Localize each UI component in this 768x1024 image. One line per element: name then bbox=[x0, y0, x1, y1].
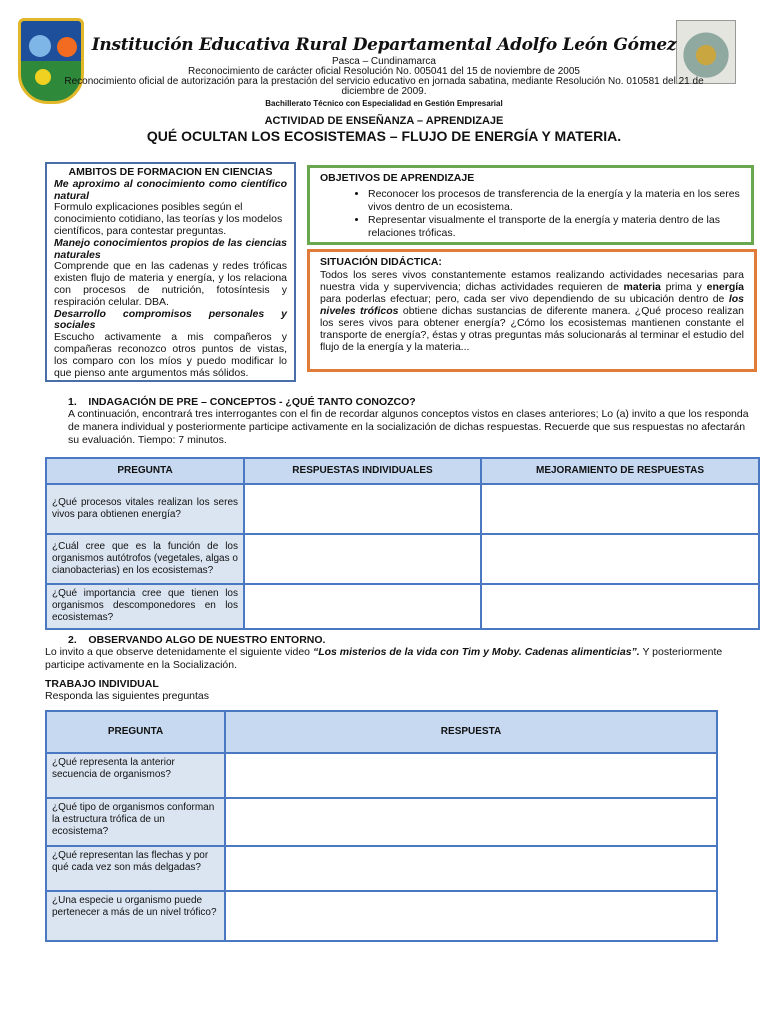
objective-item: • Representar visualmente el transporte de la energía y materia dentro de las relaciones tróficas. bbox=[368, 214, 741, 240]
column-header: PREGUNTA bbox=[46, 458, 244, 484]
section1-text: A continuación, encontrará tres interrogantes con el fin de recordar algunos conceptos vistos en clases anteriores; Lo (a) invito a que los responda de manera individual y posteriormente participe activamente en la socialización de dichas respuestas. Recuerde que sus respuestas no afectarán su evaluación. Tiempo: 7 minutos. bbox=[68, 408, 749, 446]
answer-cell[interactable] bbox=[225, 753, 717, 798]
section1-heading: 1. INDAGACIÓN DE PRE – CONCEPTOS - ¿QUÉ TANTO CONOZCO? bbox=[68, 396, 416, 408]
ambitos-box bbox=[45, 162, 296, 382]
table-row: ¿Una especie u organismo puede pertenecer a más de un nivel trófico? bbox=[46, 891, 717, 941]
ambito-title: Me aproximo al conocimiento como científico natural bbox=[54, 177, 287, 202]
improvement-cell[interactable] bbox=[481, 534, 759, 584]
objetivos-heading: OBJETIVOS DE APRENDIZAJE bbox=[320, 172, 475, 184]
table-row: ¿Qué representan las flechas y por qué cada vez son más delgadas? bbox=[46, 846, 717, 891]
column-header: RESPUESTAS INDIVIDUALES bbox=[244, 458, 481, 484]
section2-heading: 2. OBSERVANDO ALGO DE NUESTRO ENTORNO. bbox=[68, 634, 326, 646]
preconcepts-table bbox=[45, 457, 760, 630]
table-row: ¿Cuál cree que es la función de los organismos autótrofos (vegetales, algas o cianobacterias) en los ecosistemas? bbox=[46, 534, 759, 584]
page-title: QUÉ OCULTAN LOS ECOSISTEMAS – FLUJO DE ENERGÍA Y MATERIA. bbox=[146, 128, 622, 144]
answer-cell[interactable] bbox=[225, 846, 717, 891]
individual-work-table bbox=[45, 710, 718, 942]
table-row: ¿Qué procesos vitales realizan los seres vivos para obtienen energía? bbox=[46, 484, 759, 534]
column-header: PREGUNTA bbox=[46, 711, 225, 753]
column-header: MEJORAMIENTO DE RESPUESTAS bbox=[481, 458, 759, 484]
table-row: ¿Qué representa la anterior secuencia de organismos? bbox=[46, 753, 717, 798]
situacion-heading: SITUACIÓN DIDÁCTICA: bbox=[320, 256, 442, 268]
improvement-cell[interactable] bbox=[481, 584, 759, 629]
answer-cell[interactable] bbox=[244, 484, 481, 534]
answer-cell[interactable] bbox=[225, 798, 717, 846]
answer-cell[interactable] bbox=[225, 891, 717, 941]
situacion-text: Todos los seres vivos constantemente estamos realizando actividades necesarias para nuestra vida y supervivencia; dichas actividades requieren de materia prima y energía para poderlas efectuar; pero, cada ser vivo dependiendo de su ubicación dentro de los niveles tróficos obtiene dichas sustancias de diferente manera. ¿Qué proceso realizan los seres vivos para obtener energía? ¿Cómo los ecosistemas mantienen constante el transporte de energía?, éstas y otras preguntas más solucionarás al terminar el estudio del flujo de la energía y la materia... bbox=[320, 269, 744, 353]
improvement-cell[interactable] bbox=[481, 484, 759, 534]
section2-text: Lo invito a que observe detenidamente el siguiente video “Los misterios de la vida con Tim y Moby. Cadenas alimenticias”. Y posteriormente participe activamente en la Socialización. bbox=[45, 646, 723, 671]
ambito-title: Desarrollo compromisos personales y sociales bbox=[54, 307, 287, 332]
objetivos-box bbox=[307, 165, 754, 245]
objective-item: • Reconocer los procesos de transferencia de la energía y la materia en los seres vivos dentro de un ecosistema. bbox=[368, 188, 741, 214]
ambito-text: Escucho activamente a mis compañeros y compañeras reconozco otros puntos de vistas, los comparo con los míos y puedo modificar lo que pienso ante argumentos más sólidos. bbox=[54, 331, 287, 379]
ambitos-heading: AMBITOS DE FORMACION EN CIENCIAS bbox=[68, 166, 273, 178]
answer-cell[interactable] bbox=[244, 584, 481, 629]
specialty: Bachillerato Técnico con Especialidad en Gestión Empresarial bbox=[265, 99, 503, 108]
trabajo-instructions: Responda las siguientes preguntas bbox=[45, 690, 210, 702]
table-row: ¿Qué importancia cree que tienen los organismos descomponedores en los ecosistemas? bbox=[46, 584, 759, 629]
column-header: RESPUESTA bbox=[225, 711, 717, 753]
institution-name: Institución Educativa Rural Departamental Adolfo León Gómez bbox=[91, 35, 677, 55]
trabajo-heading: TRABAJO INDIVIDUAL bbox=[45, 678, 159, 690]
recognition-1: Reconocimiento de carácter oficial Resolución No. 005041 del 15 de noviembre de 2005 bbox=[188, 66, 580, 77]
ambito-title: Manejo conocimientos propios de las ciencias naturales bbox=[54, 236, 287, 261]
ambito-text: Formulo explicaciones posibles según el conocimiento cotidiano, las teorías y los modelos científicos, para contestar preguntas. bbox=[54, 201, 283, 237]
ambito-text: Comprende que en las cadenas y redes tróficas existen flujo de materia y energía, y los relaciona con procesos de nutrición, fotosíntesis y respiración celular. DBA. bbox=[54, 260, 287, 308]
table-row: ¿Qué tipo de organismos conforman la estructura trófica de un ecosistema? bbox=[46, 798, 717, 846]
answer-cell[interactable] bbox=[244, 534, 481, 584]
location: Pasca – Cundinamarca bbox=[332, 56, 436, 67]
activity-label: ACTIVIDAD DE ENSEÑANZA – APRENDIZAJE bbox=[264, 115, 504, 127]
situacion-box bbox=[307, 249, 757, 372]
recognition-2: Reconocimiento oficial de autorización para la prestación del servicio educativo en jornada sabatina, mediante Resolución No. 010581 del 21 de diciembre de 2009. bbox=[64, 76, 704, 97]
